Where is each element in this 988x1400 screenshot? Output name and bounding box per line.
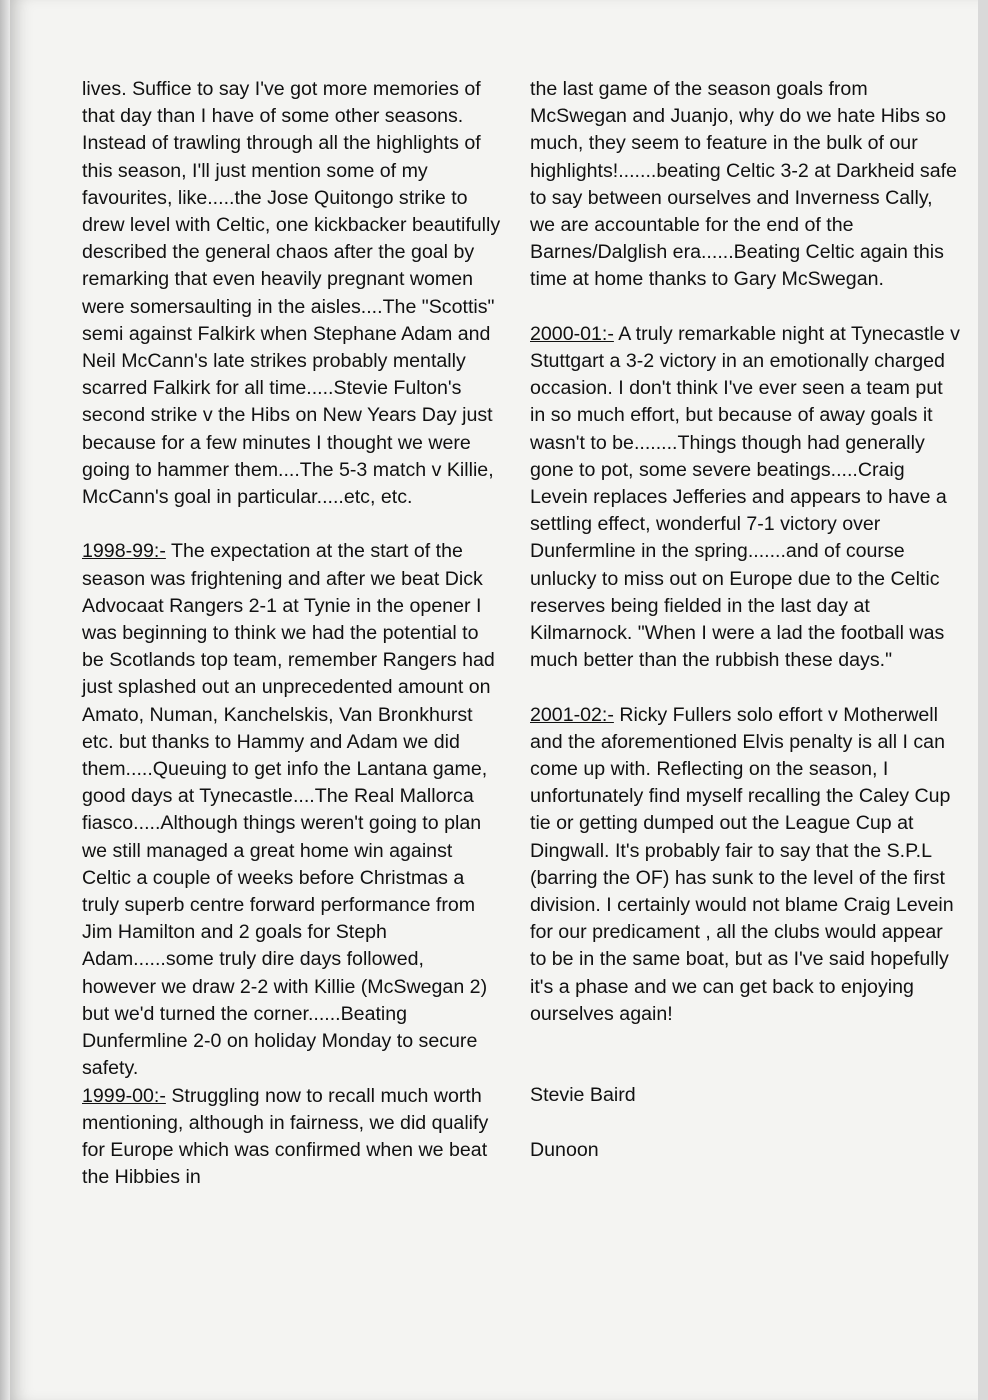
- season-2000-label: 2000-01:-: [530, 322, 614, 345]
- season-2000-paragraph: [530, 321, 960, 675]
- season-2000-text: A truly remarkable night at Tynecastle v Stuttgart a 3-2 victory in an emotionally charged occasion. I don't think I've ever seen a team put in so much effort, but because of away goals it wasn't to be........Things though had generally gone to pot, some severe beatings.....Craig Levein replaces Jefferies and appears to have a settling effect, wonderful 7-1 victory over Dunfermline in the spring.......and of course unlucky to miss out on Europe due to the Celtic reserves being fielded in the last day at Kilmarnock. "When I were a lad the football was much better than the rubbish these days.": [530, 322, 960, 672]
- season-2001-paragraph: [530, 702, 960, 1028]
- right-column: [530, 76, 960, 1164]
- right-paragraph-intro: the last game of the season goals from McSwegan and Juanjo, why do we hate Hibs so much, they seem to feature in the bulk of our highlights!.......beating Celtic 3-2 at Darkheid safe to say between ourselves and Inverness Cally, we are accountable for the end of the Barnes/Dalglish era......Beating Celtic again this time at home thanks to Gary McSwegan.: [530, 78, 957, 291]
- document-page: [10, 0, 978, 1400]
- signature-name: Stevie Baird: [530, 1084, 636, 1107]
- season-1998-text: The expectation at the start of the season was frightening and after we beat Dick Advocaat Rangers 2-1 at Tynie in the opener I was beginning to think we had the potential to be Scotlands top team, remember Rangers had just splashed out an unprecedented amount on Amato, Numan, Kanchelskis, Van Bronkhurst etc. but thanks to Hammy and Adam we did them.....Queuing to get info the Lantana game, good days at Tynecastle....The Real Mallorca fiasco.....Although things weren't going to plan we still managed a great home win against Celtic a couple of weeks before Christmas a truly superb centre forward performance from Jim Hamilton and 2 goals for Steph Adam......some truly dire days followed, however we draw 2-2 with Killie (McSwegan 2) but we'd turned the corner......Beating Dunfermline 2-0 on holiday Monday to secure safety.: [82, 540, 495, 1080]
- season-1999-text: Struggling now to recall much worth mentioning, although in fairness, we did qualify for Europe which was confirmed when we beat the Hibbies in: [82, 1084, 489, 1189]
- season-1999-paragraph: [82, 1083, 502, 1192]
- season-1998-paragraph: [82, 538, 502, 1082]
- season-2001-text: Ricky Fullers solo effort v Motherwell and the aforementioned Elvis penalty is all I can come up with. Reflecting on the season, I unfortunately find myself recalling the Caley Cup tie or getting dumped out the League Cup at Dingwall. It's probably fair to say that the S.P.L (barring the OF) has sunk to the level of the first division. I certainly would not blame Craig Levein for our predicament , all the clubs would appear to be in the same boat, but as I've said hopefully it's a phase and we can get back to enjoying ourselves again!: [530, 703, 954, 1025]
- season-2001-label: 2001-02:-: [530, 703, 614, 726]
- left-column: [82, 76, 502, 1191]
- left-paragraph-intro: lives. Suffice to say I've got more memories of that day than I have of some other seasons. Instead of trawling through all the highlights of this season, I'll just mention some of my favourites, like.....the Jose Quitongo strike to drew level with Celtic, one kickbacker beautifully described the general chaos after the goal by remarking that even heavily pregnant women were somersaulting in the aisles....The "Scottis" semi against Falkirk when Stephane Adam and Neil McCann's late strikes probably mentally scarred Falkirk for all time.....Stevie Fulton's second strike v the Hibs on New Years Day just because for a few minutes I thought we were going to hammer them....The 5-3 match v Killie, McCann's goal in particular.....etc, etc.: [82, 78, 501, 509]
- page-binding: [0, 0, 10, 1400]
- signature-place: Dunoon: [530, 1138, 599, 1161]
- season-1999-label: 1999-00:-: [82, 1084, 166, 1107]
- season-1998-label: 1998-99:-: [82, 540, 166, 563]
